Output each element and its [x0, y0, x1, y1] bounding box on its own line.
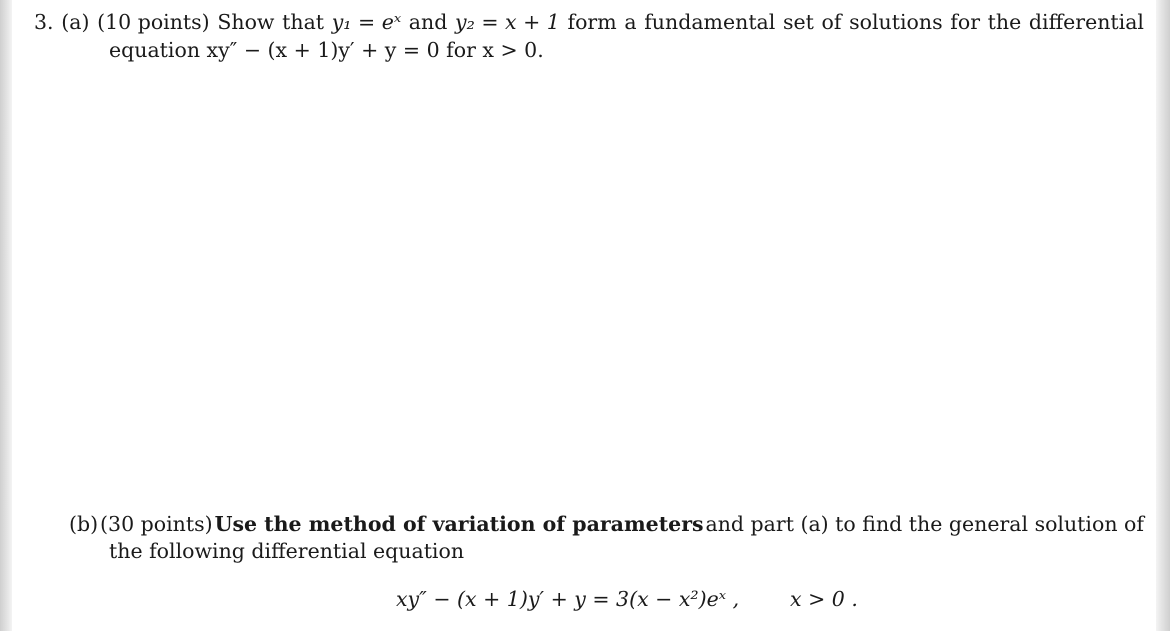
part-a-line-2 — [109, 38, 544, 62]
part-b-label: (b) — [69, 512, 99, 536]
word: Show — [217, 10, 275, 34]
word: a — [624, 10, 637, 34]
page-frame-left — [0, 0, 12, 631]
part-a-equation-text: equation xy″ − (x + 1)y′ + y = 0 for x > 0. — [109, 38, 544, 62]
word: set — [783, 10, 814, 34]
word: the — [987, 10, 1022, 34]
part-b-domain-condition — [790, 587, 858, 611]
word: that — [282, 10, 325, 34]
domain-condition: x > 0 . — [790, 587, 858, 611]
word: fundamental — [644, 10, 776, 34]
word: and — [408, 10, 448, 34]
problem-number: 3. — [34, 10, 54, 34]
word: for — [950, 10, 981, 34]
page-frame-right — [1156, 0, 1170, 631]
part-b-instruction-rest: and part (a) to find the general solution of — [705, 512, 1144, 536]
word: solutions — [849, 10, 943, 34]
part-b-line-2 — [109, 539, 464, 563]
part-a-label: (a) — [61, 10, 90, 34]
part-b-instruction-line-2: the following differential equation — [109, 539, 465, 563]
math-y2: y₂ = x + 1 — [455, 10, 560, 34]
part-b-points: (30 points) — [100, 512, 213, 536]
part-b-line-1 — [69, 512, 1144, 536]
word: of — [821, 10, 842, 34]
part-b-display-equation — [396, 587, 739, 611]
part-a-points: (10 points) — [97, 10, 210, 34]
differential-equation: xy″ − (x + 1)y′ + y = 3(x − x²)eˣ , — [396, 587, 740, 611]
math-y1: y₁ = eˣ — [331, 10, 402, 34]
part-b-instruction-bold: Use the method of variation of parameters — [214, 512, 704, 536]
word: form — [567, 10, 617, 34]
part-a-line-1 — [34, 10, 1144, 34]
word: differential — [1028, 10, 1144, 34]
